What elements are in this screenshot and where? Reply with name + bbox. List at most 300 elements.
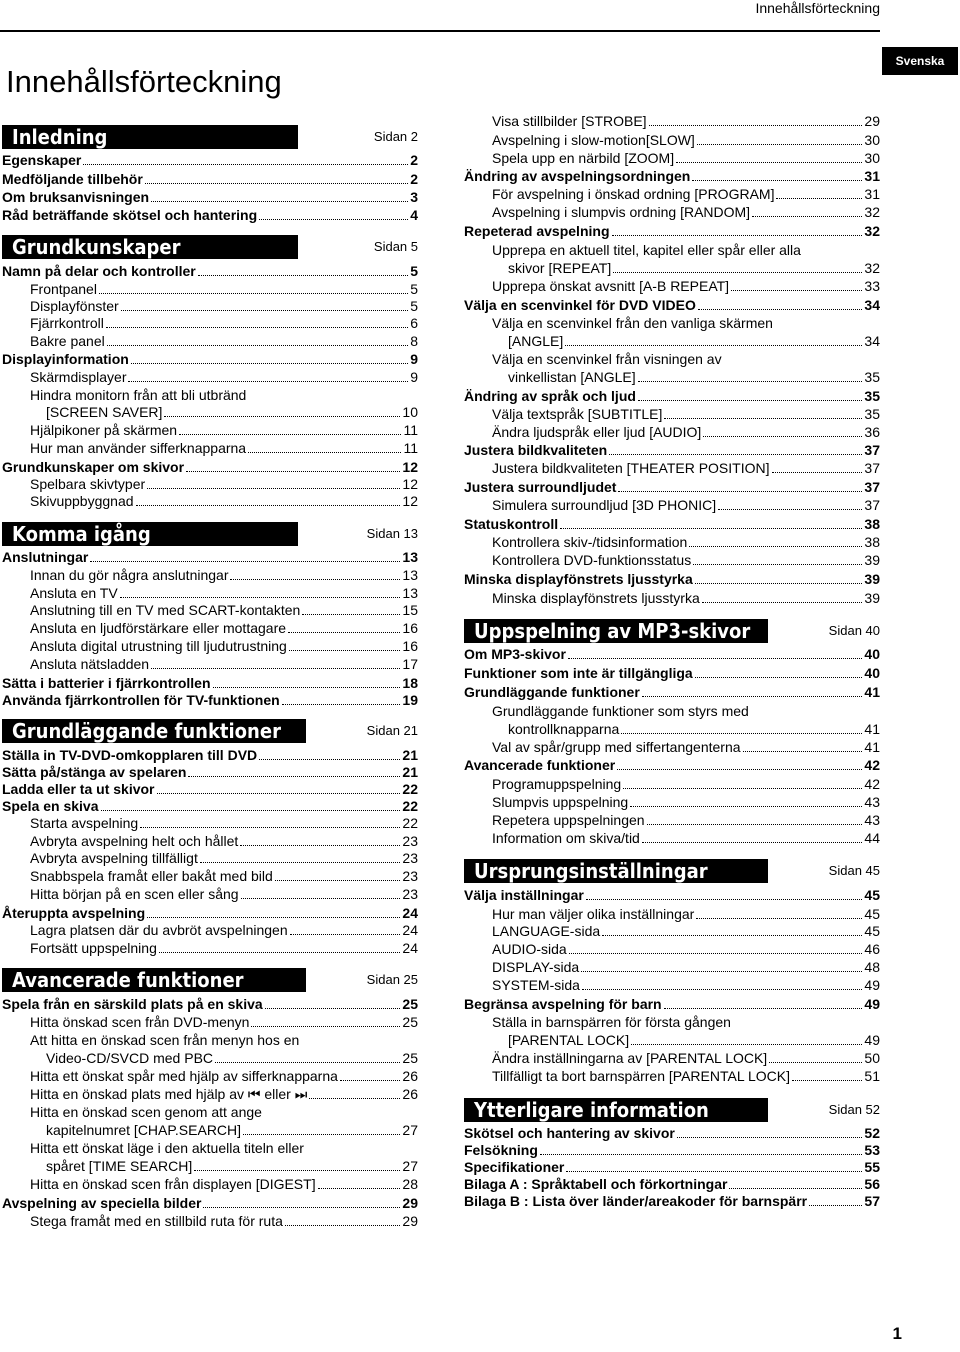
toc-entry-page: 5 [410, 298, 418, 314]
toc-entry[interactable] [464, 296, 880, 314]
toc-entry[interactable] [464, 589, 880, 607]
toc-entry-page: 46 [864, 941, 880, 957]
toc-entry[interactable] [2, 921, 418, 939]
section-title: Avancerade funktioner [2, 968, 306, 992]
toc-entry-page: 40 [864, 665, 880, 681]
toc-entry[interactable] [2, 548, 418, 566]
toc-entry[interactable] [2, 780, 418, 798]
dot-leader [642, 842, 863, 843]
toc-entry[interactable] [464, 1175, 880, 1193]
toc-entry[interactable] [2, 939, 418, 957]
toc-entry-title: vinkellistan [ANGLE] [508, 369, 636, 385]
dot-leader [609, 454, 862, 455]
toc-entry-page: 10 [402, 404, 418, 420]
toc-entry-title: Anslutning till en TV med SCART-kontakten [30, 602, 301, 618]
toc-entry[interactable] [464, 496, 880, 514]
toc-entry-text: Hitta ett önskat läge i den aktuella titeln eller [30, 1140, 304, 1156]
dot-leader [151, 668, 400, 669]
toc-entry[interactable] [2, 280, 418, 298]
toc-entry[interactable] [464, 775, 880, 793]
dot-leader [602, 935, 862, 936]
toc-entry-page: 29 [402, 1195, 418, 1211]
toc-entry-page: 22 [402, 798, 418, 814]
section-page: Sidan 5 [373, 239, 418, 254]
toc-entry[interactable] [2, 1212, 418, 1230]
toc-entry-line [2, 1139, 418, 1157]
toc-entry-page: 3 [410, 189, 418, 205]
toc-entry[interactable] [464, 976, 880, 994]
toc-entry[interactable] [464, 423, 880, 441]
toc-entry[interactable] [464, 441, 880, 459]
toc-entry[interactable] [2, 151, 418, 169]
dot-leader [230, 579, 400, 580]
toc-entry[interactable] [464, 131, 880, 149]
dot-leader [121, 310, 409, 311]
toc-entry[interactable] [464, 1141, 880, 1159]
toc-entry-title: Spela från en särskild plats på en skiva [2, 996, 263, 1012]
toc-entry[interactable] [464, 1049, 880, 1067]
toc-entry-page: 30 [864, 132, 880, 148]
toc-entry[interactable] [464, 1031, 880, 1049]
toc-entry-page: 37 [864, 442, 880, 458]
toc-entry-title: Avspelning av speciella bilder [2, 1195, 202, 1211]
toc-entry[interactable] [464, 551, 880, 569]
toc-entry-title: Om bruksanvisningen [2, 189, 150, 205]
toc-entry-title: Information om skiva/tid [492, 830, 640, 846]
toc-entry[interactable] [2, 584, 418, 602]
toc-entry-title: Hitta början på en scen eller sång [30, 886, 239, 902]
toc-entry-title: skivor [REPEAT] [508, 260, 612, 276]
toc-entry-page: 57 [864, 1193, 880, 1209]
dot-leader [696, 918, 862, 919]
toc-entry[interactable] [464, 1192, 880, 1210]
toc-entry-title: Avspelning i slumpvis ordning [RANDOM] [492, 204, 751, 220]
dot-leader [731, 290, 862, 291]
toc-entry-title: Grundkunskaper om skivor [2, 459, 185, 475]
section-header [2, 520, 418, 550]
toc-entry-title: Felsökning [464, 1142, 538, 1158]
toc-entry-page: 39 [864, 590, 880, 606]
dot-leader [215, 1062, 400, 1063]
toc-entry-title: För avspelning i önskad ordning [PROGRAM] [492, 186, 775, 202]
toc-entry[interactable] [464, 995, 880, 1013]
toc-entry[interactable] [2, 475, 418, 493]
dot-leader [259, 219, 408, 220]
toc-entry[interactable] [2, 1013, 418, 1031]
toc-entry-title: Justera bildkvaliteten [THEATER POSITION] [492, 460, 770, 476]
dot-leader [698, 309, 863, 310]
section-title: Grundläggande funktioner [2, 719, 306, 743]
section-page: Sidan 25 [366, 972, 418, 987]
toc-entry[interactable] [2, 849, 418, 867]
toc-entry-line [464, 1013, 880, 1031]
dot-leader [642, 696, 863, 697]
toc-entry[interactable] [2, 403, 418, 421]
dot-leader [638, 400, 863, 401]
toc-entry-page: 24 [402, 922, 418, 938]
toc-entry[interactable] [2, 350, 418, 368]
dot-leader [282, 704, 401, 705]
dot-leader [289, 650, 401, 651]
dot-leader [568, 658, 862, 659]
toc-entry-title: Ansluta en TV [30, 585, 118, 601]
dot-leader [631, 1044, 862, 1045]
section-title: Komma igång [2, 522, 298, 546]
toc-entry[interactable] [2, 763, 418, 781]
page-number: 1 [892, 1324, 902, 1343]
toc-entry[interactable] [2, 332, 418, 350]
toc-entry[interactable] [2, 746, 418, 764]
toc-entry-page: 6 [410, 315, 418, 331]
dot-leader [809, 1205, 862, 1206]
toc-entry[interactable] [2, 1194, 418, 1212]
section-page: Sidan 13 [366, 526, 418, 541]
dot-leader [581, 971, 862, 972]
toc-entry-text: Upprepa en aktuell titel, kapitel eller spår eller alla [492, 242, 801, 258]
dot-leader [647, 824, 863, 825]
toc-entry-line [2, 1031, 418, 1049]
toc-entry-title: Skivuppbyggnad [30, 493, 134, 509]
language-tab: Svenska [882, 47, 958, 75]
toc-entry-title: Grundläggande funktioner [464, 684, 640, 700]
section-title: Uppspelning av MP3-skivor [464, 619, 768, 643]
toc-entry-page: 17 [402, 656, 418, 672]
section-header [2, 717, 418, 747]
toc-entry-line [464, 350, 880, 368]
dot-leader [131, 363, 408, 364]
toc-entry[interactable] [464, 515, 880, 533]
running-head: Innehållsförteckning [755, 0, 880, 16]
toc-entry[interactable] [2, 867, 418, 885]
dot-leader [697, 144, 863, 145]
toc-entry[interactable] [464, 570, 880, 588]
toc-entry-text: Välja en scenvinkel från den vanliga skärmen [492, 315, 773, 331]
toc-entry[interactable] [464, 1124, 880, 1142]
toc-entry-page: 16 [402, 620, 418, 636]
toc-entry-title: kapitelnumret [CHAP.SEARCH] [46, 1122, 242, 1138]
dot-leader [752, 216, 862, 217]
toc-entry-title: AUDIO-sida [492, 941, 567, 957]
toc-entry[interactable] [2, 170, 418, 188]
toc-entry[interactable] [2, 1049, 418, 1067]
dot-leader [159, 952, 401, 953]
toc-entry[interactable] [464, 811, 880, 829]
toc-entry-page: 11 [403, 422, 418, 438]
dot-leader [649, 125, 863, 126]
toc-entry-page: 43 [864, 812, 880, 828]
toc-entry-text: Att hitta en önskad scen från menyn hos en [30, 1032, 300, 1048]
toc-entry[interactable] [2, 368, 418, 386]
toc-entry-title: Lagra platsen där du avbröt avspelningen [30, 922, 288, 938]
section-page: Sidan 21 [366, 723, 418, 738]
toc-entry-page: 23 [402, 833, 418, 849]
toc-entry[interactable] [464, 277, 880, 295]
toc-entry-page: 28 [402, 1176, 418, 1192]
toc-entry-page: 12 [402, 476, 418, 492]
toc-entry-page: 22 [402, 781, 418, 797]
toc-entry-title: Ändring av avspelningsordningen [464, 168, 691, 184]
toc-entry[interactable] [2, 995, 418, 1013]
toc-entry[interactable] [464, 1067, 880, 1085]
dot-leader [99, 293, 408, 294]
section-title: Ursprungsinställningar [464, 859, 768, 883]
dot-leader [188, 776, 400, 777]
toc-entry[interactable] [2, 1067, 418, 1085]
toc-entry[interactable] [2, 797, 418, 815]
toc-entry[interactable] [2, 904, 418, 922]
section-page: Sidan 2 [373, 129, 418, 144]
toc-entry-title: LANGUAGE-sida [492, 923, 601, 939]
dot-leader [612, 235, 863, 236]
toc-entry-title: Programuppspelning [492, 776, 622, 792]
toc-entry-page: 49 [864, 996, 880, 1012]
toc-entry[interactable] [464, 149, 880, 167]
toc-entry-page: 41 [864, 684, 880, 700]
dot-leader [638, 381, 863, 382]
dot-leader [213, 687, 401, 688]
toc-entry[interactable] [464, 720, 880, 738]
toc-entry[interactable] [2, 492, 418, 510]
dot-leader [621, 733, 862, 734]
toc-entry-page: 41 [864, 721, 880, 737]
toc-entry-page: 39 [864, 571, 880, 587]
toc-entry[interactable] [2, 421, 418, 439]
toc-entry-text: Ställa in barnspärren för första gången [492, 1014, 731, 1030]
toc-entry[interactable] [464, 533, 880, 551]
toc-entry-page: 55 [864, 1159, 880, 1175]
toc-entry[interactable] [2, 1085, 418, 1103]
toc-entry-title: Slumpvis uppspelning [492, 794, 629, 810]
toc-entry[interactable] [464, 167, 880, 185]
toc-entry-page: 12 [402, 459, 418, 475]
toc-entry[interactable] [2, 814, 418, 832]
toc-entry-page: 45 [864, 923, 880, 939]
dot-leader [792, 1080, 862, 1081]
toc-entry-page: 4 [410, 207, 418, 223]
toc-entry-title: Välja inställningar [464, 887, 584, 903]
dot-leader [83, 164, 408, 165]
toc-entry[interactable] [2, 188, 418, 206]
dot-leader [120, 597, 401, 598]
dot-leader [107, 345, 408, 346]
toc-entry[interactable] [464, 203, 880, 221]
toc-entry-title: Skärmdisplayer [30, 369, 127, 385]
toc-entry[interactable] [464, 958, 880, 976]
toc-entry-page: 18 [402, 675, 418, 691]
dot-leader [677, 1137, 863, 1138]
dot-leader [772, 472, 863, 473]
toc-entry[interactable] [464, 459, 880, 477]
section-title: Grundkunskaper [2, 235, 298, 259]
page-title: Innehållsförteckning [6, 64, 282, 99]
toc-entry-page: 42 [864, 757, 880, 773]
toc-entry[interactable] [2, 566, 418, 584]
toc-entry[interactable] [464, 905, 880, 923]
toc-entry-title: Fjärrkontroll [30, 315, 104, 331]
dot-leader [203, 1207, 400, 1208]
dot-leader [243, 1134, 400, 1135]
toc-entry[interactable] [464, 222, 880, 240]
toc-entry[interactable] [2, 637, 418, 655]
section-header [464, 617, 880, 647]
dot-leader [241, 898, 401, 899]
dot-leader [623, 788, 862, 789]
toc-entry-title: Om MP3-skivor [464, 646, 566, 662]
toc-entry-page: 25 [402, 996, 418, 1012]
dot-leader [106, 327, 408, 328]
toc-entry[interactable] [464, 185, 880, 203]
toc-entry-page: 12 [402, 493, 418, 509]
dot-leader [540, 1154, 863, 1155]
toc-entry[interactable] [464, 332, 880, 350]
toc-entry-page: 34 [864, 333, 880, 349]
toc-entry-page: 2 [410, 152, 418, 168]
toc-entry[interactable] [2, 262, 418, 280]
dot-leader [259, 759, 400, 760]
toc-entry-page: 19 [402, 692, 418, 708]
toc-entry-title: DISPLAY-sida [492, 959, 580, 975]
toc-entry-page: 37 [864, 497, 880, 513]
dot-leader [630, 806, 862, 807]
toc-entry-page: 34 [864, 297, 880, 313]
dot-leader [729, 1188, 862, 1189]
toc-entry[interactable] [2, 885, 418, 903]
dot-leader [676, 162, 862, 163]
toc-entry[interactable] [464, 756, 880, 774]
toc-entry[interactable] [2, 619, 418, 637]
toc-entry[interactable] [2, 832, 418, 850]
toc-entry-title: Repeterad avspelning [464, 223, 610, 239]
toc-entry[interactable] [2, 674, 418, 692]
toc-entry-text: Hitta en önskad scen genom att ange [30, 1104, 262, 1120]
dot-leader [695, 677, 863, 678]
toc-entry-title: Anslutningar [2, 549, 89, 565]
toc-entry-page: 45 [864, 887, 880, 903]
toc-entry-title: Ansluta nätsladden [30, 656, 150, 672]
toc-entry[interactable] [2, 206, 418, 224]
toc-entry[interactable] [464, 683, 880, 701]
dot-leader [164, 416, 400, 417]
dot-leader [151, 201, 408, 202]
toc-entry-text: Välja en scenvinkel från visningen av [492, 351, 722, 367]
dot-leader [664, 418, 862, 419]
dot-leader [586, 899, 863, 900]
toc-entry[interactable] [464, 738, 880, 756]
toc-entry-title: Råd beträffande skötsel och hantering [2, 207, 258, 223]
toc-entry[interactable] [2, 439, 418, 457]
toc-entry-title: Avancerade funktioner [464, 757, 616, 773]
toc-entry[interactable] [464, 1158, 880, 1176]
dot-leader [265, 1008, 401, 1009]
toc-entry-page: 48 [864, 959, 880, 975]
toc-entry-page: 9 [410, 351, 418, 367]
toc-entry[interactable] [464, 259, 880, 277]
dot-leader [90, 561, 400, 562]
toc-entry-title: Displayfönster [30, 298, 119, 314]
toc-entry-page: 49 [864, 1032, 880, 1048]
toc-entry-title: Kontrollera skiv-/tidsinformation [492, 534, 688, 550]
section-header [464, 857, 880, 887]
toc-entry[interactable] [2, 458, 418, 476]
toc-entry-page: 29 [402, 1213, 418, 1229]
dot-leader [769, 1062, 862, 1063]
dot-leader [248, 452, 401, 453]
toc-entry-title: Välja textspråk [SUBTITLE] [492, 406, 663, 422]
toc-entry-title: Välja en scenvinkel för DVD VIDEO [464, 297, 696, 313]
toc-entry[interactable] [464, 368, 880, 386]
toc-entry-title: spåret [TIME SEARCH] [46, 1158, 193, 1174]
toc-entry-title: Minska displayfönstrets ljusstyrka [464, 571, 693, 587]
toc-entry[interactable] [2, 314, 418, 332]
toc-entry-page: 13 [402, 567, 418, 583]
toc-entry-page: 32 [864, 204, 880, 220]
toc-entry[interactable] [464, 112, 880, 130]
dot-leader [743, 751, 863, 752]
toc-entry-page: 23 [402, 850, 418, 866]
toc-entry-page: 11 [403, 440, 418, 456]
section-title: Ytterligare information [464, 1098, 768, 1122]
toc-entry-page: 35 [864, 388, 880, 404]
toc-entry[interactable] [2, 297, 418, 315]
toc-entry[interactable] [464, 793, 880, 811]
toc-entry[interactable] [2, 691, 418, 709]
toc-entry-page: 32 [864, 260, 880, 276]
toc-entry-title: Ställa in TV-DVD-omkopplaren till DVD [2, 747, 258, 763]
dot-leader [200, 862, 401, 863]
toc-entry[interactable] [464, 829, 880, 847]
toc-entry[interactable] [2, 601, 418, 619]
toc-entry-page: 31 [864, 186, 880, 202]
toc-entry-title: Funktioner som inte är tillgängliga [464, 665, 693, 681]
toc-entry-page: 5 [410, 281, 418, 297]
toc-entry-title: Hur man väljer olika inställningar [492, 906, 695, 922]
toc-entry-title: Ändring av språk och ljud [464, 388, 636, 404]
toc-entry[interactable] [464, 664, 880, 682]
toc-entry-page: 30 [864, 150, 880, 166]
toc-entry-title: Avbryta avspelning tillfälligt [30, 850, 198, 866]
toc-entry[interactable] [2, 1121, 418, 1139]
toc-entry[interactable] [464, 940, 880, 958]
toc-entry-line [2, 1103, 418, 1121]
toc-entry[interactable] [2, 1175, 418, 1193]
toc-entry[interactable] [464, 405, 880, 423]
toc-entry-page: 24 [402, 940, 418, 956]
toc-entry-text: Hindra monitorn från att bli utbränd [30, 387, 247, 403]
toc-entry[interactable] [464, 922, 880, 940]
toc-entry-title: Bakre panel [30, 333, 105, 349]
toc-entry[interactable] [2, 1157, 418, 1175]
dot-leader [702, 602, 863, 603]
toc-entry-page: 8 [410, 333, 418, 349]
toc-entry[interactable] [464, 387, 880, 405]
toc-entry-title: Justera surroundljudet [464, 479, 617, 495]
toc-entry-line [464, 241, 880, 259]
toc-entry-title: Ansluta en ljudförstärkare eller mottagare [30, 620, 287, 636]
toc-entry-title: Skötsel och hantering av skivor [464, 1125, 675, 1141]
toc-entry[interactable] [2, 655, 418, 673]
toc-entry-page: 56 [864, 1176, 880, 1192]
section-header [2, 233, 418, 263]
dot-leader [618, 491, 862, 492]
dot-leader [565, 345, 862, 346]
toc-entry[interactable] [464, 478, 880, 496]
toc-entry[interactable] [464, 886, 880, 904]
toc-entry-title: Hitta en önskad scen från displayen [DIGEST] [30, 1176, 316, 1192]
toc-entry-title: Återuppta avspelning [2, 905, 146, 921]
section-page: Sidan 40 [828, 623, 880, 638]
toc-entry-page: 21 [402, 764, 418, 780]
toc-entry[interactable] [464, 645, 880, 663]
